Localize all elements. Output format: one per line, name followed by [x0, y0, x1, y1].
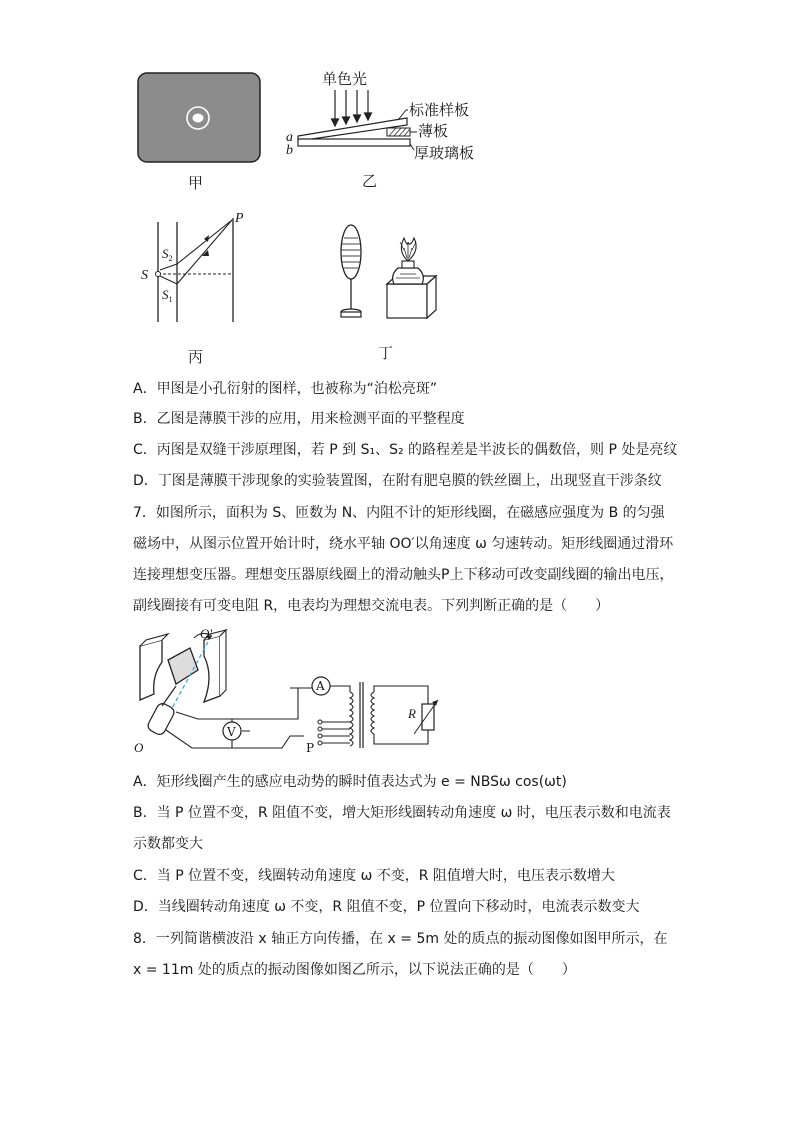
diffraction-pattern-image — [137, 72, 261, 164]
q7-stem-line-2: 磁场中，从图示位置开始计时，绕水平轴 OO′以角速度 ω 匀速转动。矩形线圈通过滑环 — [133, 536, 674, 552]
thin-plate-label: 薄板 — [418, 122, 449, 140]
svg-text:S1 — [162, 287, 173, 304]
figure-jia-caption: 甲 — [188, 174, 204, 192]
slit-S2-subscript: 2 — [168, 254, 173, 263]
q7-option-c: C．当 P 位置不变，线圈转动角速度 ω 不变，R 阻值增大时，电压表示数增大 — [133, 868, 615, 884]
resistor-R-label: R — [408, 706, 416, 721]
slit-S1-subscript: 1 — [168, 295, 173, 304]
light-arrows — [332, 90, 372, 126]
figure-bing — [138, 208, 258, 326]
q7-option-a: A．矩形线圈产生的感应电动势的瞬时值表达式为 e = NBSω cos(ωt) — [133, 774, 567, 790]
ammeter-label: A — [316, 679, 325, 693]
figure-yi — [280, 66, 490, 171]
svg-text:S2 — [162, 246, 173, 263]
figure-jia — [137, 72, 261, 164]
point-P-label: P — [235, 211, 244, 226]
voltmeter-label: V — [227, 725, 236, 739]
figure-bing-caption: 丙 — [188, 348, 204, 366]
slit-S1-label: S — [162, 287, 169, 302]
thin-film-diagram — [280, 66, 490, 171]
q7-stem-line-3: 连接理想变压器。理想变压器原线圈上的滑动触头P上下移动可改变副线圈的输出电压， — [133, 567, 674, 583]
q7-stem-line-1: 7．如图所示，面积为 S、匝数为 N、内阻不计的矩形线圈，在磁感应强度为 B 的匀强 — [133, 505, 665, 521]
source-S-label: S — [141, 268, 148, 283]
q6-option-b: B．乙图是薄膜干涉的应用，用来检测平面的平整程度 — [133, 411, 465, 427]
light-label: 单色光 — [322, 70, 368, 88]
q6-option-c: C．丙图是双缝干涉原理图，若 P 到 S₁、S₂ 的路程差是半波长的偶数倍，则 P 处是亮纹 — [133, 442, 678, 458]
standard-plate-label: 标准样板 — [409, 101, 470, 119]
soap-film-apparatus — [330, 220, 445, 325]
q7-option-b-cont: 示数都变大 — [133, 836, 203, 852]
q8-stem-line-2: x = 11m 处的质点的振动图像如图乙所示，以下说法正确的是（ ） — [133, 962, 576, 978]
double-slit-diagram — [138, 208, 258, 326]
slider-P-label: P — [306, 741, 315, 755]
q6-option-a: A．甲图是小孔衍射的图样，也被称为“泊松亮斑” — [133, 381, 438, 397]
figure-ding — [330, 220, 445, 325]
q6-option-d: D．丁图是薄膜干涉现象的实验装置图，在附有肥皂膜的铁丝圈上，出现竖直干涉条纹 — [133, 473, 662, 489]
generator-circuit-diagram — [132, 626, 442, 756]
figure-generator-transformer — [132, 626, 442, 756]
axis-O-label: O — [134, 740, 144, 755]
label-a: a — [286, 130, 293, 145]
q7-option-b: B．当 P 位置不变，R 阻值不变，增大矩形线圈转动角速度 ω 时，电压表示数和电流表 — [133, 805, 671, 821]
slit-S2-label: S — [162, 246, 169, 261]
q7-option-d: D．当线圈转动角速度 ω 不变，R 阻值不变，P 位置向下移动时，电流表示数变大 — [133, 899, 640, 915]
axis-O-prime-label: O′ — [200, 626, 213, 641]
label-b: b — [286, 143, 293, 158]
figure-ding-caption: 丁 — [378, 344, 394, 362]
q8-stem-line-1: 8．一列简谐横波沿 x 轴正方向传播，在 x = 5m 处的质点的振动图像如图甲所示，在 — [133, 931, 668, 947]
figure-yi-caption: 乙 — [362, 172, 378, 190]
thick-glass-label: 厚玻璃板 — [414, 144, 475, 162]
q7-stem-line-4: 副线圈接有可变电阻 R，电表均为理想交流电表。下列判断正确的是（ ） — [133, 598, 610, 614]
